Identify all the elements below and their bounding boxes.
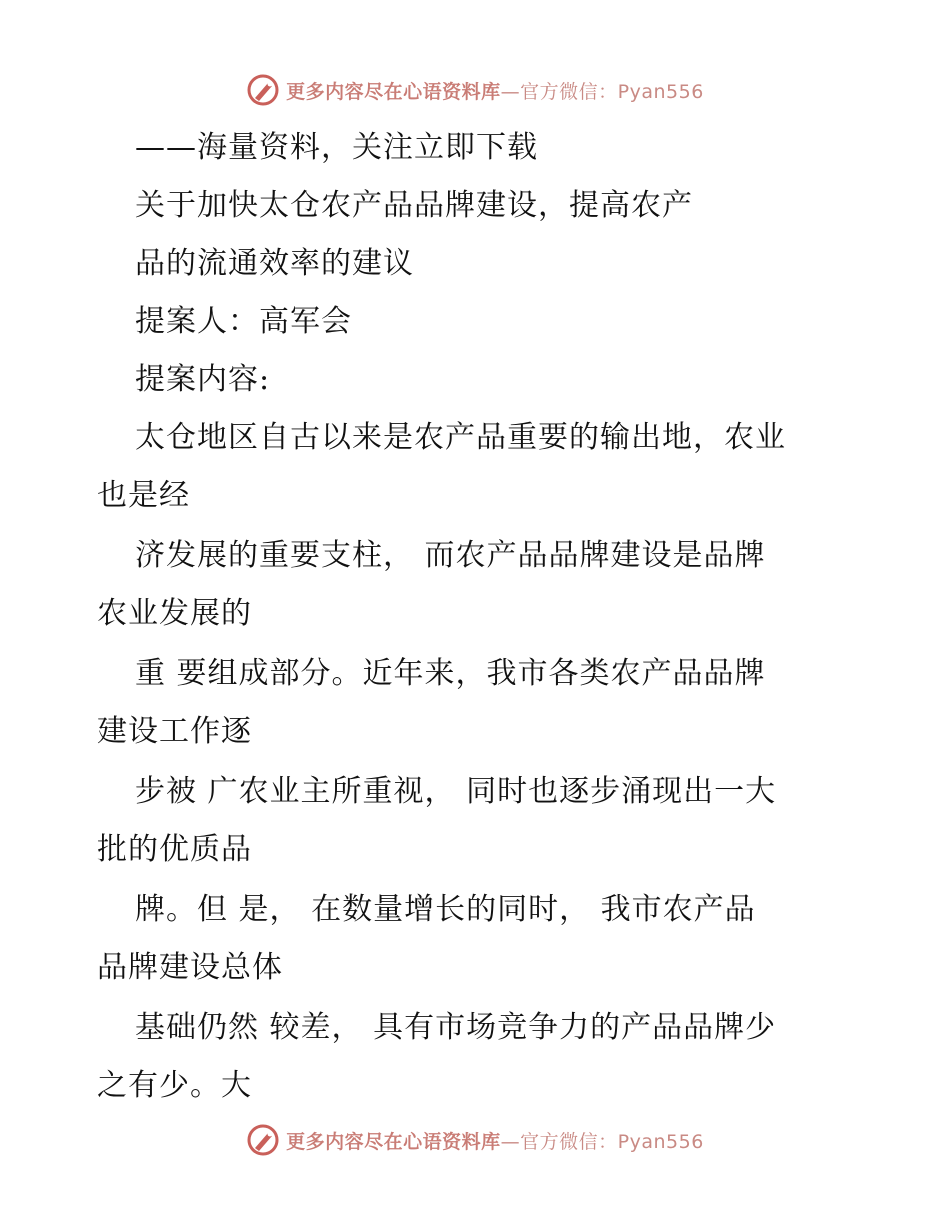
header-watermark — [0, 70, 950, 110]
text-line: 建设工作逐 — [97, 714, 252, 749]
footer-watermark — [0, 1120, 950, 1160]
banner-sub-text: 官方微信：Pyan556 — [520, 80, 704, 103]
text-line: ——海量资料，关注立即下载 — [135, 130, 538, 165]
text-line: 关于加快太仓农产品品牌建设，提高农产 — [135, 188, 693, 223]
text-line: 重 要组成部分。近年来，我市各类农产品品牌 — [135, 656, 766, 691]
text-line: 基础仍然 较差， 具有市场竞争力的产品品牌少 — [135, 1010, 777, 1045]
text-line: 品的流通效率的建议 — [135, 246, 414, 281]
banner-main-text: 更多内容尽在心语资料库 — [286, 80, 501, 103]
banner-dash: — — [500, 1130, 521, 1153]
text-line: 品牌建设总体 — [97, 950, 283, 985]
text-line: 之有少。大 — [97, 1068, 252, 1103]
pen-logo-icon — [246, 1123, 280, 1157]
pen-logo-icon — [246, 73, 280, 107]
text-line: 提案内容: — [135, 362, 271, 397]
text-line: 济发展的重要支柱， 而农产品品牌建设是品牌 — [135, 538, 766, 573]
text-line: 太仓地区自古以来是农产品重要的输出地，农业 — [135, 420, 786, 455]
text-line: 批的优质品 — [97, 832, 252, 867]
text-line: 农业发展的 — [97, 596, 252, 631]
text-line: 也是经 — [97, 478, 190, 513]
banner-main-text: 更多内容尽在心语资料库 — [286, 1130, 501, 1153]
text-line: 提案人：高军会 — [135, 304, 352, 339]
banner-sub-text: 官方微信：Pyan556 — [520, 1130, 704, 1153]
text-line: 牌。但 是， 在数量增长的同时， 我市农产品 — [135, 892, 756, 927]
banner-dash: — — [500, 80, 521, 103]
text-line: 步被 广农业主所重视， 同时也逐步涌现出一大 — [135, 774, 777, 809]
